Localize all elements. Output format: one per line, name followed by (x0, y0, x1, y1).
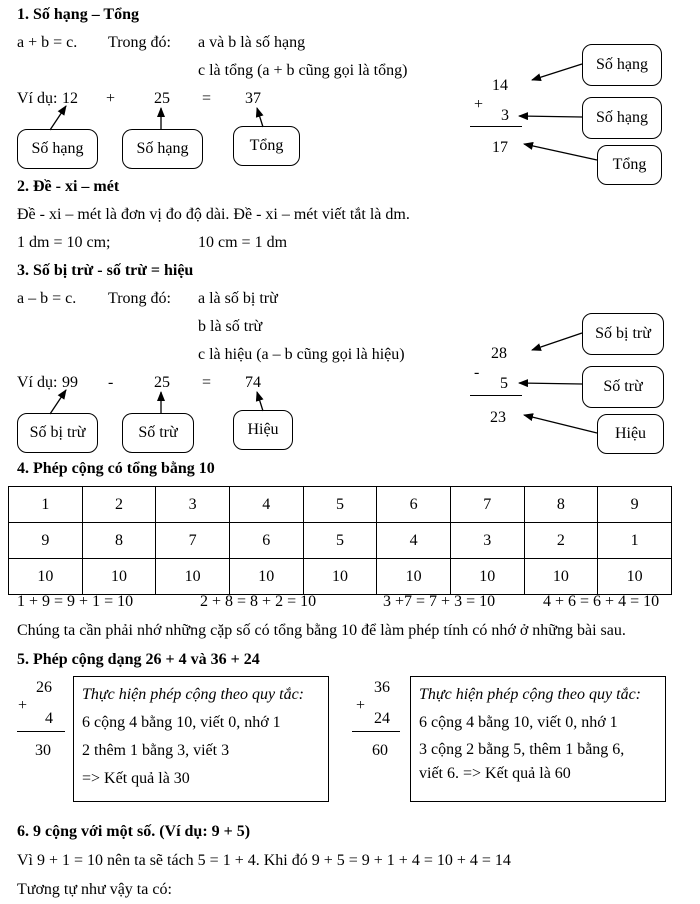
sum-ten-table (8, 486, 672, 595)
ex2-step-3: viết 6. => Kết quả là 60 (419, 765, 571, 782)
nine-plus-text: Vì 9 + 1 = 10 nên ta sẽ tách 5 = 1 + 4. Khi đó 9 + 5 = 9 + 1 + 4 = 10 + 4 = 14 (17, 852, 511, 869)
table-cell: 10 (598, 559, 672, 595)
sub-column-bottom-number: 5 (500, 375, 508, 392)
subtrahend-definition: b là số trừ (198, 318, 263, 335)
sub-column-label-result: Hiệu (597, 414, 664, 454)
column-bottom-number: 3 (501, 107, 509, 124)
label-sum: Tổng (233, 126, 300, 166)
sub-example-minus: - (108, 374, 114, 391)
table-cell: 3 (156, 487, 230, 523)
column-label-bottom: Số hạng (582, 97, 662, 139)
table-cell: 5 (303, 523, 377, 559)
section-3-heading: 3. Số bị trừ - số trừ = hiệu (17, 262, 194, 279)
identity-4: 4 + 6 = 6 + 4 = 10 (543, 593, 660, 610)
sub-column-label-bottom: Số trừ (582, 366, 664, 408)
ex2-step-2: 3 cộng 2 bằng 5, thêm 1 bằng 6, (419, 741, 625, 758)
arrow-col-result (524, 144, 597, 160)
arrow-subcol-bottom (519, 383, 582, 384)
identity-1: 1 + 9 = 9 + 1 = 10 (17, 593, 134, 610)
ex2-rule-box (410, 676, 666, 802)
example-sum: 37 (245, 90, 261, 107)
identity-2: 2 + 8 = 8 + 2 = 10 (200, 593, 317, 610)
table-cell: 10 (524, 559, 598, 595)
section-4-heading: 4. Phép cộng có tổng bằng 10 (17, 460, 215, 477)
sum-ten-note: Chúng ta cần phải nhớ những cặp số có tổng bằng 10 để làm phép tính có nhớ ở những bài sau. (17, 622, 626, 639)
arrow-sum (257, 108, 263, 127)
table-cell: 9 (9, 523, 83, 559)
ex1-bottom-number: 4 (45, 710, 53, 727)
sum-definition: c là tổng (a + b cũng gọi là tổng) (198, 62, 408, 79)
table-cell: 3 (450, 523, 524, 559)
label-term-1: Số hạng (17, 129, 98, 169)
sub-example-prefix: Ví dụ: (17, 374, 58, 391)
table-cell: 7 (156, 523, 230, 559)
section-6-heading: 6. 9 cộng với một số. (Ví dụ: 9 + 5) (17, 823, 251, 840)
table-cell: 9 (598, 487, 672, 523)
ex1-plus: + (18, 697, 28, 714)
identity-3: 3 +7 = 7 + 3 = 10 (383, 593, 496, 610)
column-rule (470, 126, 522, 127)
section-1-heading: 1. Số hạng – Tổng (17, 6, 139, 23)
sub-example-difference: 74 (245, 374, 261, 391)
similarly-text: Tương tự như vậy ta có: (17, 881, 172, 898)
ex1-rule (17, 731, 65, 732)
sub-example-minuend: 99 (62, 374, 78, 391)
table-cell: 4 (377, 523, 451, 559)
example-prefix: Ví dụ: (17, 90, 58, 107)
ex1-rule-box (73, 676, 329, 802)
conversion-cm-dm: 10 cm = 1 dm (198, 234, 288, 251)
section-2-heading: 2. Đề - xi – mét (17, 178, 120, 195)
column-label-result: Tổng (597, 145, 662, 185)
ex2-step-1: 6 cộng 4 bằng 10, viết 0, nhớ 1 (419, 714, 618, 731)
table-row (9, 559, 672, 595)
table-row (9, 487, 672, 523)
example-plus: + (106, 90, 116, 107)
label-term-2: Số hạng (122, 129, 203, 169)
sub-column-result: 23 (490, 409, 506, 426)
table-cell: 10 (9, 559, 83, 595)
table-cell: 1 (9, 487, 83, 523)
table-cell: 10 (82, 559, 156, 595)
sub-column-minus: - (474, 364, 480, 381)
table-cell: 10 (303, 559, 377, 595)
ex2-rule (352, 731, 400, 732)
ex2-plus: + (356, 697, 366, 714)
table-cell: 5 (303, 487, 377, 523)
arrow-col-bottom (519, 116, 582, 117)
table-cell: 10 (450, 559, 524, 595)
addition-formula: a + b = c. (17, 34, 78, 51)
where-label: Trong đó: (108, 34, 171, 51)
ex2-rule-title: Thực hiện phép cộng theo quy tắc: (419, 686, 641, 703)
table-cell: 10 (229, 559, 303, 595)
arrow-minuend (50, 390, 66, 414)
column-plus: + (474, 96, 484, 113)
example-term-a: 12 (62, 90, 78, 107)
ex1-step-2: 2 thêm 1 bằng 3, viết 3 (82, 742, 230, 759)
where-label-sub: Trong đó: (108, 290, 171, 307)
decimeter-text: Đề - xi – mét là đơn vị đo độ dài. Đề - xi – mét viết tắt là dm. (17, 206, 410, 223)
ex1-result: 30 (35, 742, 51, 759)
sub-column-top-number: 28 (491, 345, 507, 362)
label-minuend: Số bị trừ (17, 413, 98, 453)
arrow-term-1 (50, 106, 66, 130)
term-definition: a và b là số hạng (198, 34, 306, 51)
ex2-result: 60 (372, 742, 388, 759)
column-result: 17 (492, 139, 508, 156)
table-cell: 10 (377, 559, 451, 595)
label-difference: Hiệu (233, 410, 293, 450)
table-cell: 2 (82, 487, 156, 523)
label-subtrahend: Số trừ (122, 413, 194, 453)
subtraction-formula: a – b = c. (17, 290, 77, 307)
table-cell: 8 (524, 487, 598, 523)
example-equals: = (202, 90, 212, 107)
ex1-top-number: 26 (36, 679, 52, 696)
table-cell: 2 (524, 523, 598, 559)
ex1-step-3: => Kết quả là 30 (82, 770, 190, 787)
table-cell: 10 (156, 559, 230, 595)
ex2-top-number: 36 (374, 679, 390, 696)
difference-definition: c là hiệu (a – b cũng gọi là hiệu) (198, 346, 405, 363)
table-cell: 6 (229, 523, 303, 559)
table-cell: 8 (82, 523, 156, 559)
sub-column-label-top: Số bị trừ (582, 313, 664, 355)
table-row (9, 523, 672, 559)
ex1-step-1: 6 cộng 4 bằng 10, viết 0, nhớ 1 (82, 714, 281, 731)
column-label-top: Số hạng (582, 44, 662, 86)
sub-example-subtrahend: 25 (154, 374, 170, 391)
sub-example-equals: = (202, 374, 212, 391)
arrow-subcol-top (532, 333, 582, 350)
table-cell: 6 (377, 487, 451, 523)
ex2-bottom-number: 24 (374, 710, 390, 727)
arrow-col-top (532, 64, 582, 80)
ex1-rule-title: Thực hiện phép cộng theo quy tắc: (82, 686, 304, 703)
section-5-heading: 5. Phép cộng dạng 26 + 4 và 36 + 24 (17, 651, 260, 668)
table-cell: 1 (598, 523, 672, 559)
arrow-difference (257, 392, 263, 411)
table-cell: 7 (450, 487, 524, 523)
example-term-b: 25 (154, 90, 170, 107)
table-cell: 4 (229, 487, 303, 523)
minuend-definition: a là số bị trừ (198, 290, 278, 307)
arrow-subcol-result (524, 415, 597, 433)
sub-column-rule (470, 395, 522, 396)
conversion-dm-cm: 1 dm = 10 cm; (17, 234, 111, 251)
column-top-number: 14 (492, 77, 508, 94)
